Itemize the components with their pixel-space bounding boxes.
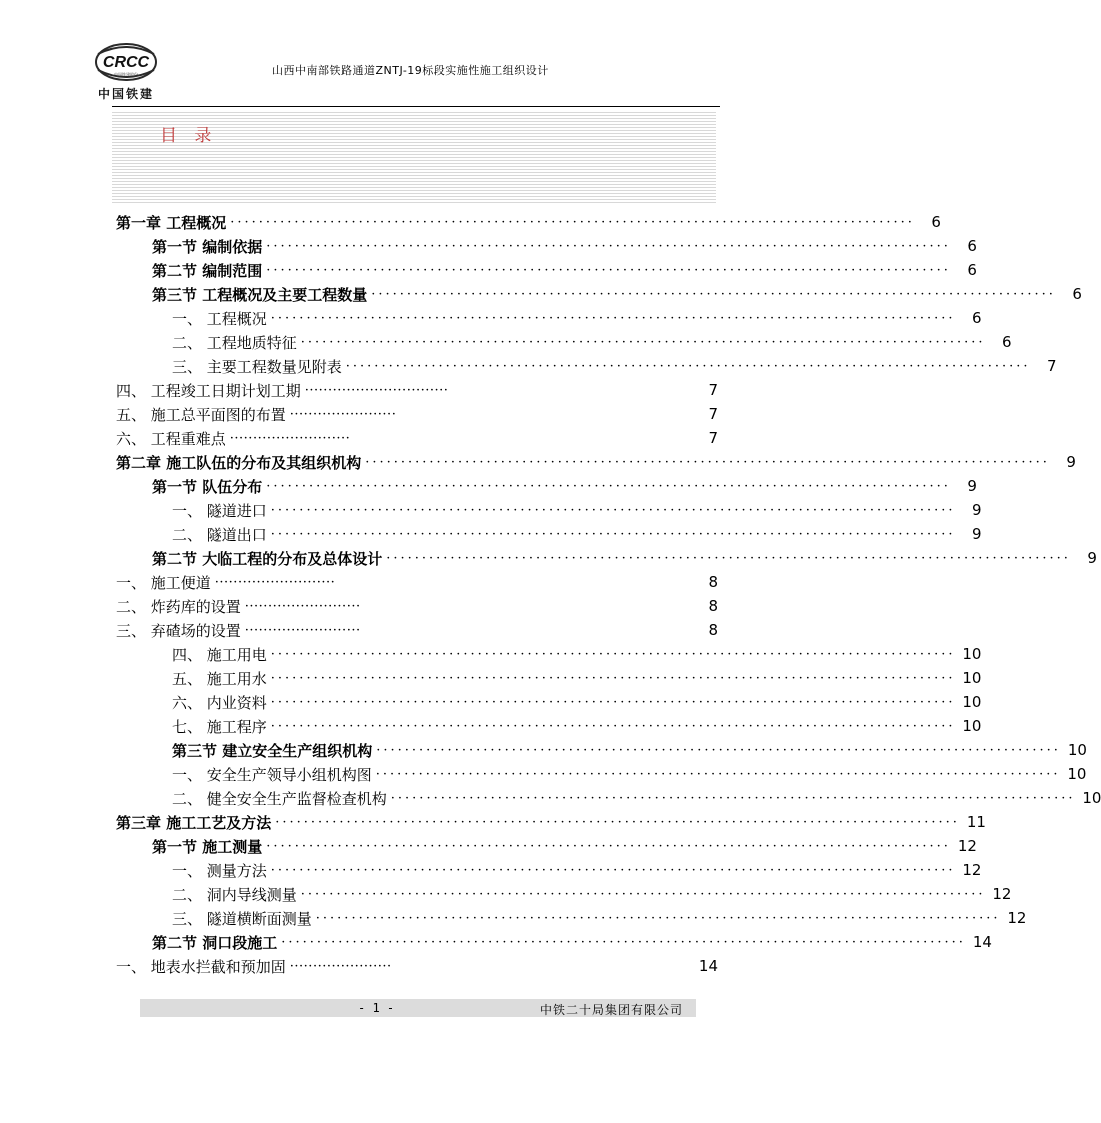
toc-entry[interactable]	[172, 715, 982, 737]
toc-entry-page: 9	[971, 501, 982, 519]
toc-entry[interactable]	[152, 235, 977, 257]
toc-entry[interactable]	[172, 331, 1012, 353]
toc-entry[interactable]	[152, 283, 1082, 305]
toc-entry-page: 10	[1067, 765, 1087, 783]
toc-entry-page: 6	[967, 237, 977, 255]
toc-entry[interactable]	[172, 787, 1101, 809]
toc-entry[interactable]	[116, 619, 718, 641]
toc-entry-label: 第二节 大临工程的分布及总体设计	[152, 549, 383, 568]
footer-company: 中铁二十局集团有限公司	[540, 1003, 684, 1017]
toc-entry[interactable]	[152, 475, 977, 497]
toc-entry-label: 第三节 建立安全生产组织机构	[172, 741, 373, 760]
toc-entry-page: 10	[1067, 741, 1087, 759]
toc-leader: ································································································	[376, 742, 1061, 758]
toc-entry-label: 一、 工程概况	[172, 309, 267, 328]
toc-entry-page: 11	[966, 813, 986, 831]
toc-entry[interactable]	[152, 547, 1097, 569]
toc-entry-page: 8	[708, 573, 718, 591]
toc-entry-label: 一、 隧道进口	[172, 501, 267, 520]
toc-entry-page: 6	[931, 213, 941, 231]
toc-entry[interactable]	[152, 259, 977, 281]
toc-entry[interactable]	[116, 595, 718, 617]
toc-entry-label: 第二节 洞口段施工	[152, 933, 278, 952]
toc-leader: ································································································	[270, 670, 956, 686]
toc-leader: ································································································	[275, 814, 960, 830]
toc-entry-label: 一、 测量方法	[172, 861, 267, 880]
toc-entry[interactable]	[172, 763, 1087, 785]
toc-leader: ································································································	[300, 334, 986, 350]
toc-entry-page: 6	[1072, 285, 1082, 303]
toc-entry-page: 9	[967, 477, 977, 495]
toc-entry[interactable]	[172, 355, 1057, 377]
toc-heading: 目 录	[160, 126, 218, 146]
toc-entry[interactable]	[172, 907, 1027, 929]
toc-entry-page: 7	[708, 381, 718, 399]
toc-leader: ································································································	[300, 886, 986, 902]
crcc-logo-icon	[88, 40, 166, 102]
toc-entry-label: 七、 施工程序	[172, 717, 267, 736]
toc-entry-label: 第一节 队伍分布	[152, 477, 263, 496]
toc-entry-page: 14	[972, 933, 992, 951]
toc-leader: ································································································	[230, 214, 915, 230]
toc-leader: ································································································	[270, 502, 956, 518]
toc-leader: ································································································	[375, 766, 1061, 782]
toc-entry-label: 第三节 工程概况及主要工程数量	[152, 285, 368, 304]
toc-entry-page: 6	[967, 261, 977, 279]
toc-entry-label: 一、 施工便道	[116, 573, 211, 592]
toc-leader: ··························	[214, 574, 336, 590]
toc-entry[interactable]	[116, 955, 718, 977]
toc-entry-label: 五、 施工总平面图的布置	[116, 405, 286, 424]
toc-entry-label: 二、 炸药库的设置	[116, 597, 241, 616]
toc-leader: ································································································	[345, 358, 1031, 374]
toc-entry[interactable]	[116, 427, 718, 449]
toc-entry-page: 12	[992, 885, 1012, 903]
toc-entry-label: 二、 健全安全生产监督检查机构	[172, 789, 387, 808]
toc-leader: ·······················	[289, 406, 397, 422]
toc-entry-label: 二、 工程地质特征	[172, 333, 297, 352]
toc-entry[interactable]	[116, 403, 718, 425]
toc-entry[interactable]	[172, 667, 982, 689]
toc-leader: ································································································	[266, 838, 951, 854]
toc-entry-page: 10	[962, 717, 982, 735]
toc-leader: ································································································	[270, 694, 956, 710]
toc-entry-page: 14	[698, 957, 718, 975]
toc-entry-label: 二、 隧道出口	[172, 525, 267, 544]
toc-entry[interactable]	[172, 307, 982, 329]
toc-entry[interactable]	[116, 811, 986, 833]
toc-entry-page: 8	[708, 621, 718, 639]
toc-entry-label: 六、 内业资料	[172, 693, 267, 712]
toc-entry-label: 六、 工程重难点	[116, 429, 226, 448]
toc-leader: ································································································	[390, 790, 1076, 806]
toc-entry-page: 12	[1007, 909, 1027, 927]
toc-entry-label: 第二章 施工队伍的分布及其组织机构	[116, 453, 362, 472]
toc-entry-page: 6	[1001, 333, 1012, 351]
toc-entry-page: 9	[1066, 453, 1076, 471]
toc-entry[interactable]	[116, 211, 941, 233]
toc-entry-label: 一、 地表水拦截和预加固	[116, 957, 286, 976]
toc-entry-page: 7	[708, 405, 718, 423]
toc-entry-label: 二、 洞内导线测量	[172, 885, 297, 904]
toc-leader: ································································································	[371, 286, 1056, 302]
toc-entry[interactable]	[152, 931, 992, 953]
toc-leader: ··························	[229, 430, 351, 446]
toc-leader: ·······························	[304, 382, 449, 398]
toc-leader: ································································································	[270, 526, 956, 542]
toc-entry-page: 9	[971, 525, 982, 543]
toc-entry[interactable]	[116, 451, 1076, 473]
toc-entry-page: 12	[962, 861, 982, 879]
toc-entry-label: 第一节 施工测量	[152, 837, 263, 856]
toc-entry-page: 10	[1082, 789, 1101, 807]
toc-entry-page: 10	[962, 645, 982, 663]
toc-entry-page: 10	[962, 669, 982, 687]
toc-entry-label: 四、 施工用电	[172, 645, 267, 664]
toc-entry-label: 三、 隧道横断面测量	[172, 909, 312, 928]
toc-entry[interactable]	[172, 691, 982, 713]
toc-leader: ································································································	[266, 238, 951, 254]
toc-leader: ································································································	[386, 550, 1071, 566]
page-number: - 1 -	[358, 1001, 395, 1015]
toc-entry-label: 第二节 编制范围	[152, 261, 263, 280]
toc-entry-label: 第一节 编制依据	[152, 237, 263, 256]
toc-entry[interactable]	[172, 739, 1087, 761]
logo-small-text: 中国铁建股份	[114, 72, 138, 77]
toc-leader: ································································································	[270, 646, 956, 662]
toc-entry-page: 8	[708, 597, 718, 615]
toc-leader: ·························	[244, 622, 361, 638]
toc-entry[interactable]	[116, 571, 718, 593]
toc-entry-label: 一、 安全生产领导小组机构图	[172, 765, 372, 784]
toc-entry-label: 五、 施工用水	[172, 669, 267, 688]
toc-entry-page: 12	[957, 837, 977, 855]
toc-entry-page: 9	[1087, 549, 1097, 567]
toc-entry-label: 第一章 工程概况	[116, 213, 227, 232]
toc-entry-label: 第三章 施工工艺及方法	[116, 813, 272, 832]
toc-entry[interactable]	[172, 499, 982, 521]
toc-entry-page: 7	[708, 429, 718, 447]
toc-leader: ································································································	[270, 718, 956, 734]
toc-entry-label: 三、 弃碴场的设置	[116, 621, 241, 640]
toc-leader: ································································································	[270, 310, 956, 326]
toc-leader: ································································································	[315, 910, 1001, 926]
toc-leader: ································································································	[270, 862, 956, 878]
toc-leader: ································································································	[266, 478, 951, 494]
toc-entry[interactable]	[172, 859, 982, 881]
toc-entry[interactable]	[172, 643, 982, 665]
toc-entry[interactable]	[116, 379, 718, 401]
toc-entry[interactable]	[152, 835, 977, 857]
toc-leader: ································································································	[365, 454, 1050, 470]
logo-caption: 中国铁建	[97, 87, 155, 101]
document-title: 山西中南部铁路通道ZNTJ-19标段实施性施工组织设计	[272, 64, 549, 77]
toc-leader: ································································································	[281, 934, 966, 950]
company-logo	[88, 40, 166, 102]
toc-entry-page: 10	[962, 693, 982, 711]
toc-leader: ································································································	[266, 262, 951, 278]
toc-entry-page: 7	[1046, 357, 1057, 375]
toc-entry-label: 四、 工程竣工日期计划工期	[116, 381, 301, 400]
toc-entry[interactable]	[172, 523, 982, 545]
toc-leader: ······················	[289, 958, 392, 974]
header-divider	[112, 106, 720, 107]
toc-entry[interactable]	[172, 883, 1012, 905]
logo-text: CRCC	[102, 54, 150, 71]
toc-entry-page: 6	[971, 309, 982, 327]
toc-leader: ·························	[244, 598, 361, 614]
toc-entry-label: 三、 主要工程数量见附表	[172, 357, 342, 376]
